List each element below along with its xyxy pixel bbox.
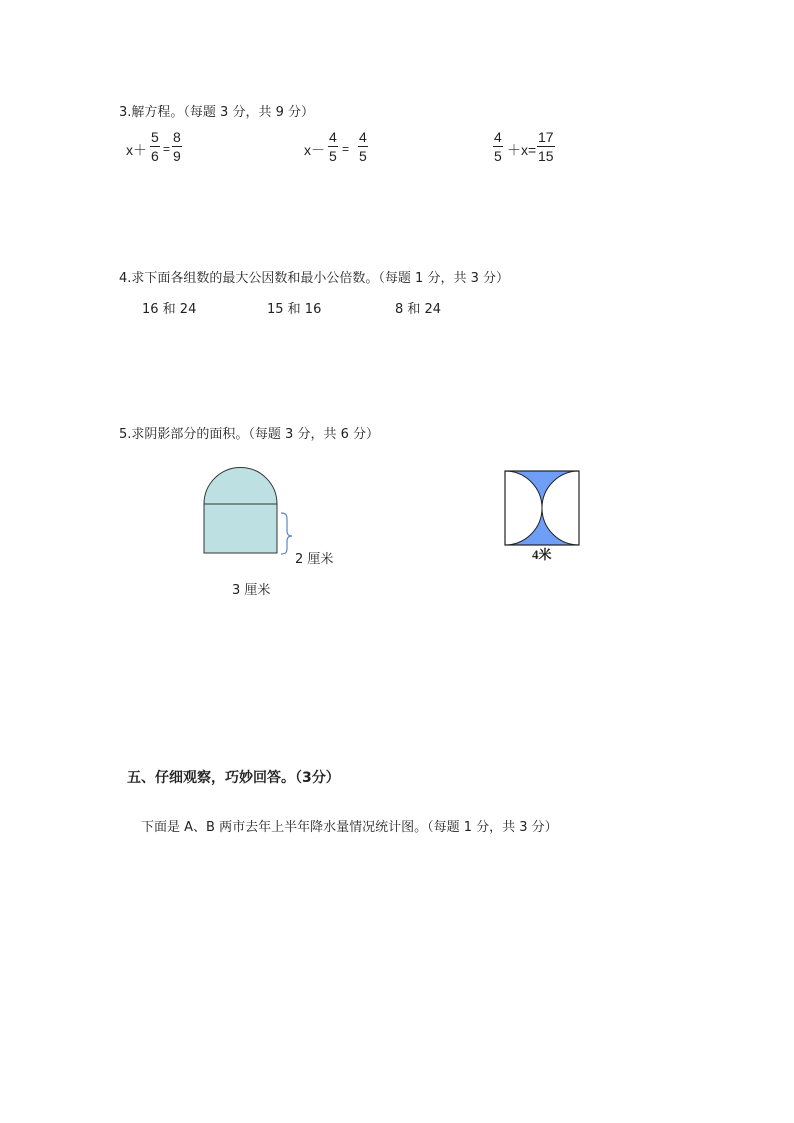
figure-semicircle-rectangle bbox=[190, 460, 350, 560]
q4-item-1: 16 和 24 bbox=[142, 302, 197, 317]
denominator: 5 bbox=[329, 148, 337, 164]
figure-square-semicircles bbox=[500, 466, 590, 556]
numerator: 4 bbox=[359, 129, 367, 145]
q4-item-2: 15 和 16 bbox=[267, 302, 322, 317]
denominator: 5 bbox=[359, 148, 367, 164]
brace bbox=[281, 513, 292, 554]
fig1-width-label: 3 厘米 bbox=[232, 583, 271, 598]
numerator: 17 bbox=[538, 129, 554, 145]
eq2-fraction-2 bbox=[358, 130, 368, 163]
numerator: 4 bbox=[329, 129, 337, 145]
eq3-fraction-2 bbox=[537, 130, 555, 163]
semicircle-shape bbox=[204, 468, 277, 554]
eq1-fraction-2 bbox=[172, 130, 182, 163]
eq2-fraction-1 bbox=[328, 130, 338, 163]
section5-intro: 下面是 A、B 两市去年上半年降水量情况统计图。（每题 1 分，共 3 分） bbox=[141, 820, 558, 835]
q4-title: 4.求下面各组数的最大公因数和最小公倍数。（每题 1 分，共 3 分） bbox=[119, 271, 509, 286]
fig2-side-label: 4米 bbox=[532, 547, 552, 562]
denominator: 5 bbox=[494, 148, 502, 164]
denominator: 15 bbox=[538, 148, 554, 164]
eq1-equals: = bbox=[163, 142, 171, 156]
eq2-prefix: x－ bbox=[304, 142, 325, 158]
eq2-equals: = bbox=[342, 142, 350, 156]
numerator: 8 bbox=[173, 129, 181, 145]
fig1-height-label: 2 厘米 bbox=[295, 552, 334, 567]
numerator: 5 bbox=[151, 129, 159, 145]
eq3-fraction-1 bbox=[493, 130, 503, 163]
numerator: 4 bbox=[494, 129, 502, 145]
section5-heading: 五、仔细观察，巧妙回答。（3分） bbox=[127, 770, 340, 786]
denominator: 6 bbox=[151, 148, 159, 164]
q5-title: 5.求阴影部分的面积。（每题 3 分，共 6 分） bbox=[119, 427, 379, 442]
eq1-prefix: x＋ bbox=[126, 142, 147, 158]
eq1-fraction-1 bbox=[150, 130, 160, 163]
q4-item-3: 8 和 24 bbox=[395, 302, 442, 317]
eq3-middle: ＋x= bbox=[507, 142, 537, 158]
denominator: 9 bbox=[173, 148, 181, 164]
q3-title: 3.解方程。（每题 3 分，共 9 分） bbox=[119, 105, 314, 120]
